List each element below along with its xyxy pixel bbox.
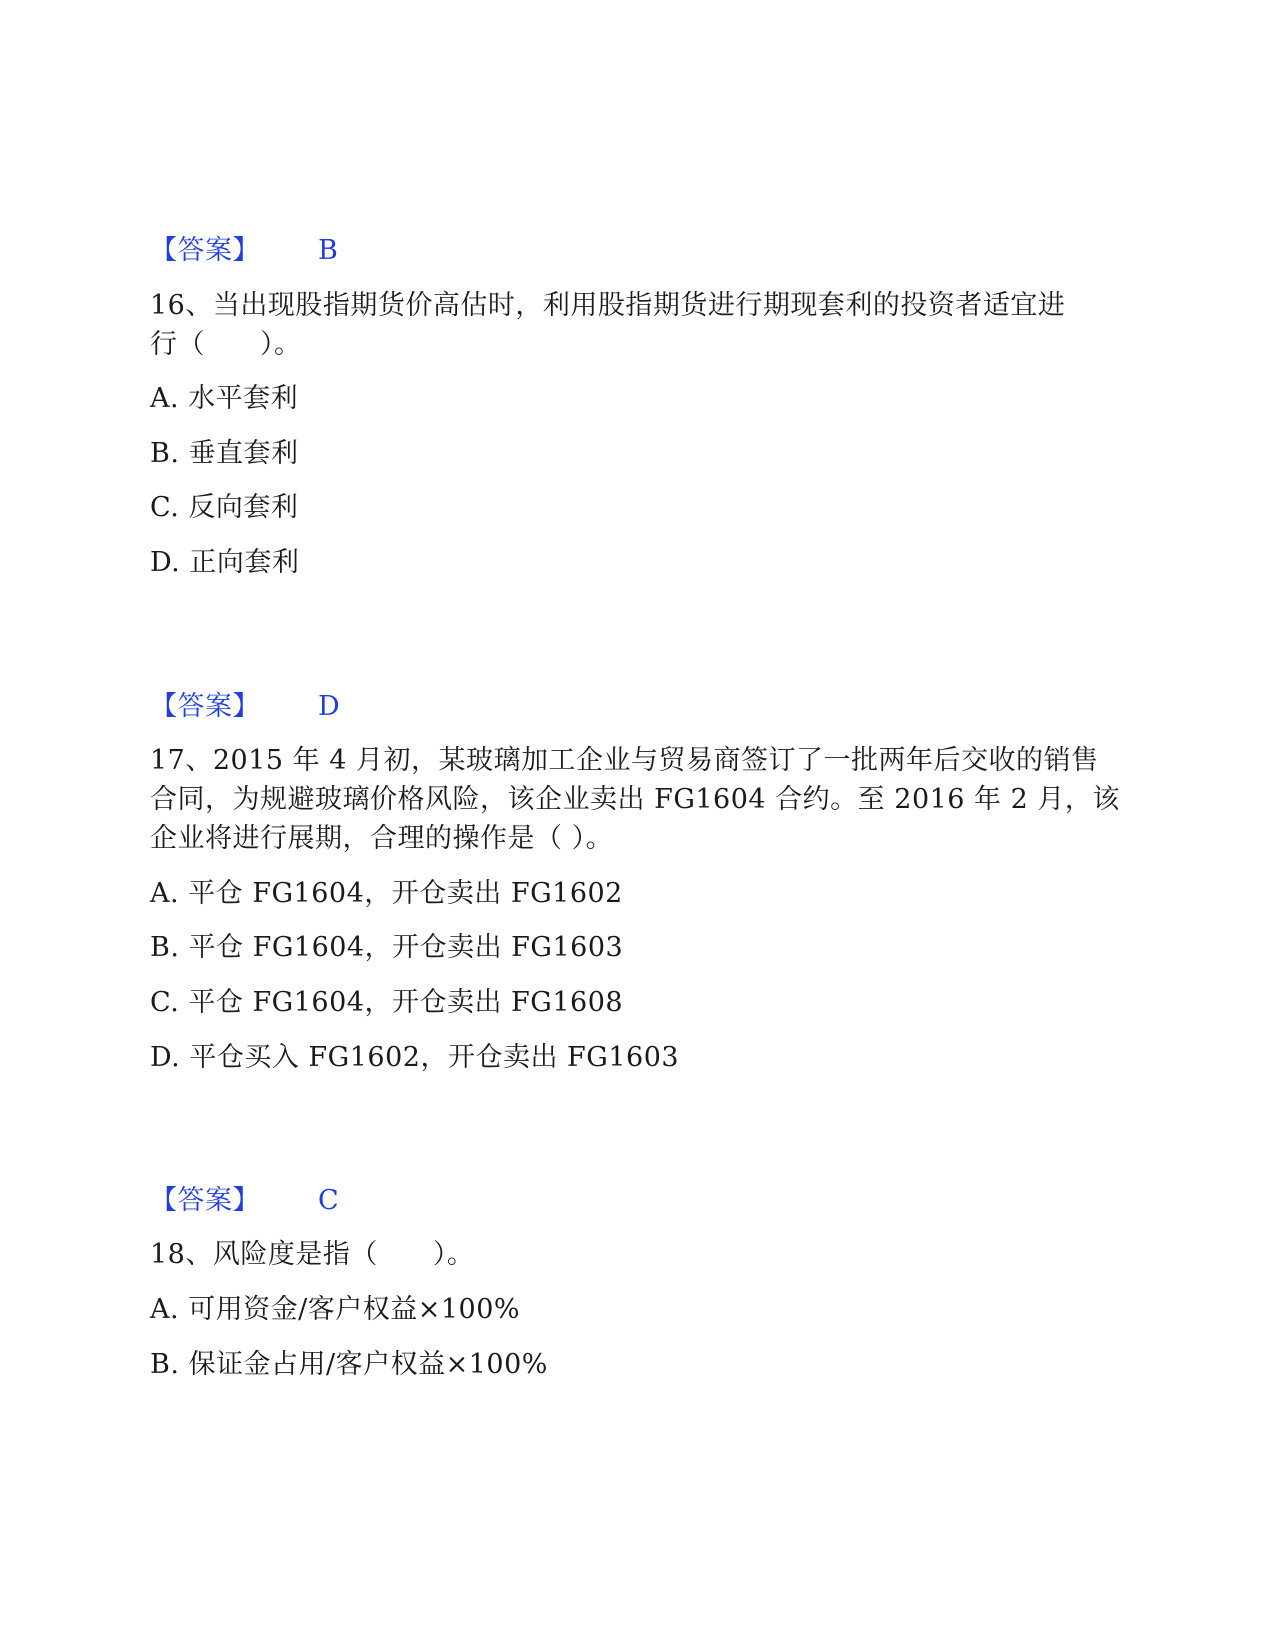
answer-value: B xyxy=(318,235,339,266)
answer-label: 【答案】 xyxy=(150,1185,260,1216)
question-17-text-line-3: 企业将进行展期，合理的操作是（ ）。 xyxy=(150,823,614,854)
question-16-option-c: C. 反向套利 xyxy=(150,492,299,523)
question-17-option-b: B. 平仓 FG1604，开仓卖出 FG1603 xyxy=(150,932,624,963)
answer-label: 【答案】 xyxy=(150,691,260,722)
answer-value: D xyxy=(318,691,341,722)
question-17-text-line-2: 合同，为规避玻璃价格风险，该企业卖出 FG1604 合约。至 2016 年 2 月，该 xyxy=(150,784,1120,815)
question-16-text-line-2: 行（ ）。 xyxy=(150,329,302,360)
question-17-option-c: C. 平仓 FG1604，开仓卖出 FG1608 xyxy=(150,987,624,1018)
question-17-text-line-1: 17、2015 年 4 月初，某玻璃加工企业与贸易商签订了一批两年后交收的销售 xyxy=(150,745,1099,776)
question-17-option-a: A. 平仓 FG1604，开仓卖出 FG1602 xyxy=(150,878,623,909)
question-16-option-d: D. 正向套利 xyxy=(150,547,300,578)
question-18-option-b: B. 保证金占用/客户权益×100% xyxy=(150,1349,548,1380)
question-16-option-a: A. 水平套利 xyxy=(150,383,299,414)
question-16-text-line-1: 16、当出现股指期货价高估时，利用股指期货进行期现套利的投资者适宜进 xyxy=(150,290,1066,321)
question-17-option-d: D. 平仓买入 FG1602，开仓卖出 FG1603 xyxy=(150,1042,680,1073)
question-16-option-b: B. 垂直套利 xyxy=(150,438,299,469)
answer-line-15 xyxy=(150,231,338,271)
question-18-option-a: A. 可用资金/客户权益×100% xyxy=(150,1294,521,1325)
answer-line-16 xyxy=(150,687,340,727)
question-18-text-line-1: 18、风险度是指（ ）。 xyxy=(150,1239,475,1270)
answer-value: C xyxy=(318,1185,340,1216)
answer-label: 【答案】 xyxy=(150,235,260,266)
answer-line-17 xyxy=(150,1181,339,1221)
